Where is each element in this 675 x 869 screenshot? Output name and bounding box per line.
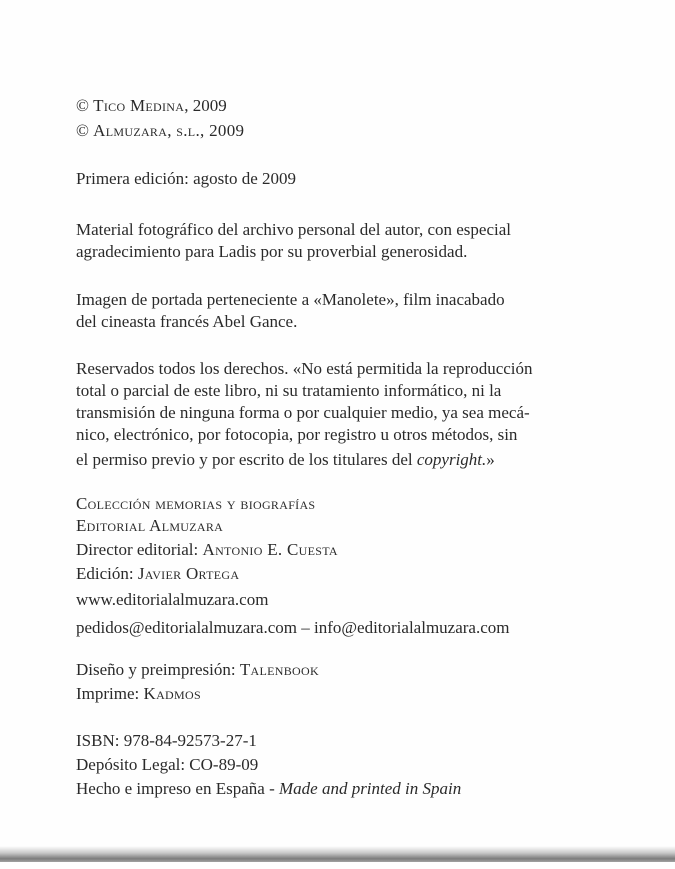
printer-credit (76, 684, 201, 704)
author-name: Tico Medina (93, 96, 185, 115)
scan-margin (0, 862, 675, 869)
printer-company: Kadmos (143, 684, 201, 703)
copyright-symbol: © (76, 96, 89, 115)
made-in-line (76, 779, 461, 799)
author-copyright (76, 96, 227, 116)
rights-line: nico, electrónico, por fotocopia, por registro u otros métodos, sin (76, 425, 518, 444)
editor-name: Javier Ortega (137, 564, 240, 583)
edition-note: Primera edición: agosto de 2009 (76, 169, 297, 188)
edition-label: Edición: (76, 564, 138, 583)
legal-deposit: Depósito Legal: CO-89-09 (76, 755, 259, 774)
rights-line: total o parcial de este libro, ni su tratamiento informático, ni la (76, 381, 502, 400)
director-line (76, 540, 338, 560)
edition-credit-line (76, 564, 239, 584)
design-credit (76, 660, 319, 680)
publisher-year: , s.l., 2009 (167, 121, 245, 140)
rights-line: transmisión de ninguna forma o por cualquier medio, ya sea mecá- (76, 403, 530, 422)
publisher-copyright (76, 121, 244, 141)
printer-label: Imprime: (76, 684, 144, 703)
photo-credit-line: Material fotográfico del archivo personal del autor, con especial (76, 220, 511, 239)
director-name: Antonio E. Cuesta (202, 540, 338, 559)
design-company: Talenbook (239, 660, 319, 679)
made-in-spanish: Hecho e impreso en España - (76, 779, 279, 798)
copyright-word: copyright. (416, 450, 487, 469)
cover-credit-line: Imagen de portada perteneciente a «Manolete», film inacabado (76, 290, 505, 309)
made-in-english: Made and printed in Spain (278, 779, 462, 798)
editorial-name: Editorial Almuzara (76, 516, 224, 535)
director-label: Director editorial: (76, 540, 203, 559)
design-label: Diseño y preimpresión: (76, 660, 240, 679)
photo-credit-line: agradecimiento para Ladis por su proverbial generosidad. (76, 242, 468, 261)
publisher-name: Almuzara (93, 121, 168, 140)
isbn: ISBN: 978-84-92573-27-1 (76, 731, 257, 750)
website-link[interactable]: www.editorialalmuzara.com (76, 590, 269, 609)
rights-line: Reservados todos los derechos. «No está permitida la reproducción (76, 359, 533, 378)
cover-credit-line: del cineasta francés Abel Gance. (76, 312, 298, 331)
email-links[interactable]: pedidos@editorialalmuzara.com – info@editorialalmuzara.com (76, 618, 510, 637)
rights-text: el permiso previo y por escrito de los titulares del (76, 450, 417, 469)
rights-line (76, 450, 495, 470)
author-year: , 2009 (184, 96, 227, 115)
closing-quote: » (486, 450, 495, 469)
collection-name: Colección memorias y biografías (76, 494, 316, 513)
copyright-symbol: © (76, 121, 89, 140)
